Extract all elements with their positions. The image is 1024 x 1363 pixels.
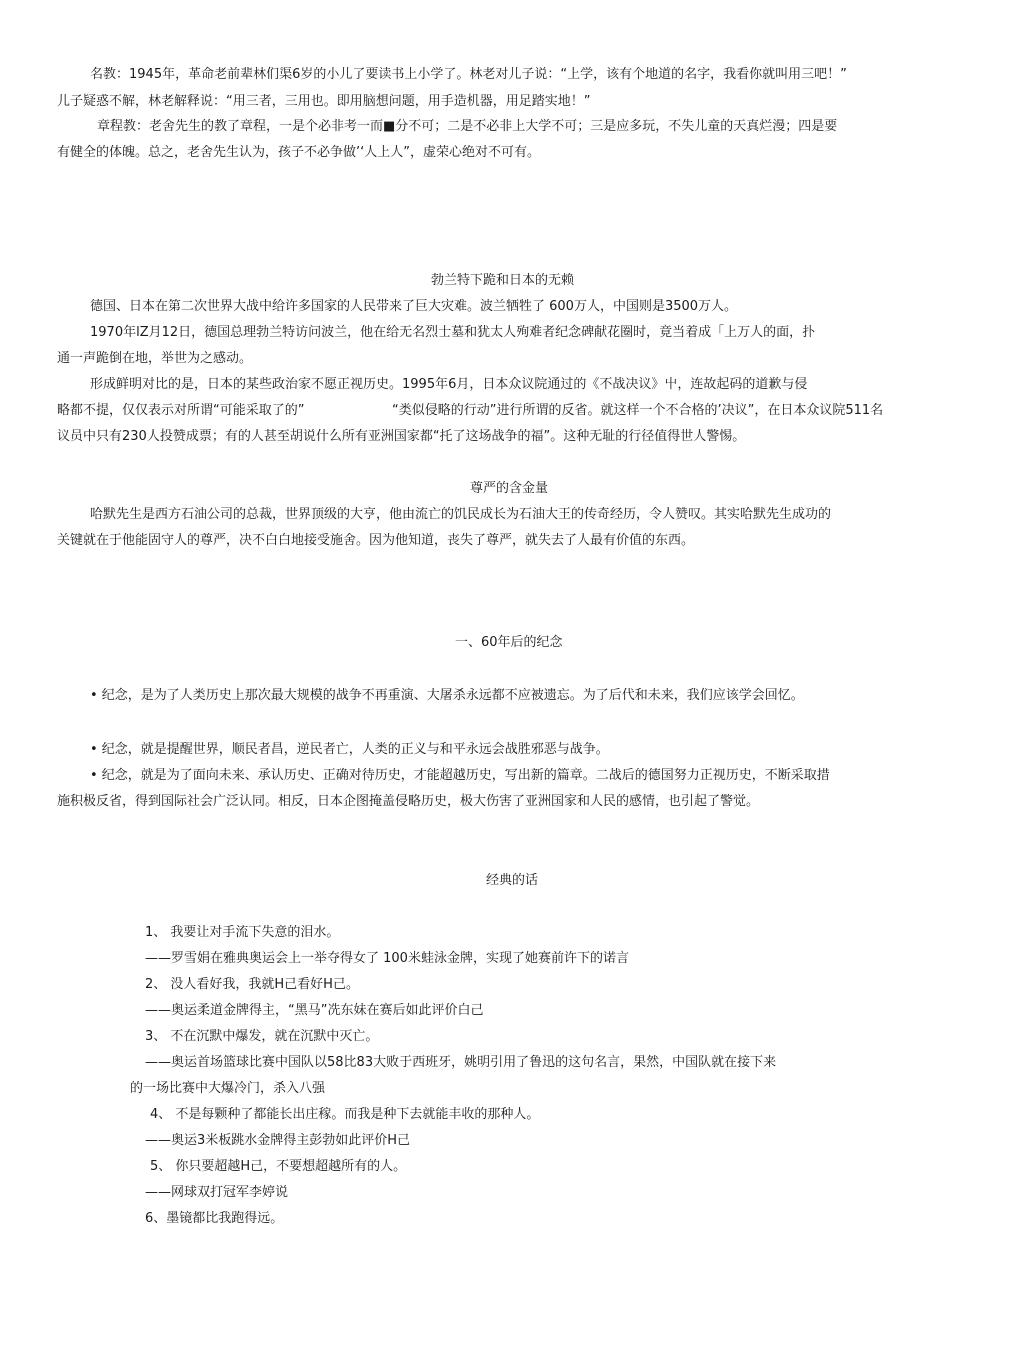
paragraph-line: 议员中只有230人投赞成票；有的人甚至胡说什么所有亚洲国家都“托了这场战争的福”。这种无耻的行径值得世人警惕。 [57, 429, 746, 444]
quote-line: 4、 不是每颗种了都能长出庄稼。而我是种下去就能丰收的那种人。 [150, 1107, 540, 1122]
quote-line: 2、 没人看好我，我就H己看好H己。 [145, 977, 359, 992]
section-title: 一、60年后的纪念 [455, 635, 563, 650]
quote-line: 6、墨镜都比我跑得远。 [145, 1211, 284, 1226]
bullet-line: • 纪念，是为了人类历史上那次最大规模的战争不再重演、大屠杀永远都不应被遗忘。为了后代和未来，我们应该学会回忆。 [90, 688, 804, 703]
attribution-line: ——罗雪娟在雅典奥运会上一举夺得女了 100米蛙泳金牌，实现了她赛前许下的诺言 [145, 951, 629, 966]
paragraph-line: 名教：1945年，革命老前辈林们渠6岁的小儿了要读书上小学了。林老对儿子说：“上学，该有个地道的名字，我看你就叫用三吧！” [90, 67, 847, 82]
paragraph-line: 略都不提，仅仅表示对所谓“可能采取了的” [57, 403, 305, 418]
bullet-line: • 纪念，就是提醒世界，顺民者昌，逆民者亡，人类的正义与和平永远会战胜邪恶与战争。 [90, 742, 609, 757]
quote-line: 3、 不在沉默中爆发，就在沉默中灭亡。 [145, 1029, 379, 1044]
paragraph-line: 形成鲜明对比的是，日本的某些政治家不愿正视历史。1995年6月，日本众议院通过的《不战决议》屮，连故起码的道歉与侵 [90, 377, 808, 392]
quote-line: 5、 你只要超越H己，不要想超越所有的人。 [150, 1159, 407, 1174]
bullet-line: • 纪念，就是为了面向未来、承认历史、正确对待历史，才能超越历史，写出新的篇章。二战后的德国努力正视历史，不断采取措 [90, 768, 830, 783]
section-title: 勃兰特下跪和日本的无赖 [431, 273, 575, 288]
section-title: 尊严的含金量 [470, 481, 549, 496]
section-title: 经典的话 [486, 873, 539, 888]
paragraph-line: 通一声跪倒在地，举世为之感动。 [57, 351, 253, 366]
attribution-line: 的一场比赛中大爆冷门，杀入八强 [130, 1081, 326, 1096]
attribution-line: ——奥运首场篮球比赛中国队以58比83大败于西班牙，姚明引用了鲁迅的这句名言，果然，中国队就在接下来 [145, 1055, 777, 1070]
paragraph-line: “类似侵略的行动”进行所谓的反省。就这样一个不合格的’决议”，在日本众议院511名 [392, 403, 884, 418]
paragraph-line: 德国、日本在第二次世界大战中给许多国家的人民带来了巨大灾难。波兰牺牲了 600万人，中国则是3500万人。 [90, 299, 738, 314]
paragraph-line: 哈默先生是西方石油公司的总裁，世界顶级的大亨，他由流亡的饥民成长为石油大王的传奇经历，令人赞叹。其实哈默先生成功的 [90, 507, 832, 522]
attribution-line: ——网球双打冠军李婷说 [145, 1185, 289, 1200]
paragraph-line: 施积极反省，得到国际社会广泛认同。相反，日本企图掩盖侵略历史，极大伤害了亚洲国家和人民的感情，也引起了警觉。 [57, 794, 760, 809]
attribution-line: ——奥运柔道金牌得主，“黑马”冼东妹在赛后如此评价白己 [145, 1003, 484, 1018]
paragraph-line: 关键就在于他能固守人的尊严，决不白白地接受施舍。因为他知道，丧失了尊严，就失去了人最有价值的东西。 [57, 533, 695, 548]
paragraph-line: 1970年lZ月12日，德国总理勃兰特访问波兰，他在给无名烈士墓和犹太人殉难者纪念碑献花圈时，竟当着成「上万人的面，扑 [90, 325, 816, 340]
quote-line: 1、 我要让对手流下失意的泪水。 [145, 925, 340, 940]
paragraph-line: 章程教：老舍先生的教了章程，一是个必非考一而■分不可；二是不必非上大学不可；三是应多玩，不失儿童的天真烂漫；四是要 [97, 119, 838, 134]
attribution-line: ——奥运3米板跳水金牌得主彭勃如此评价H己 [145, 1133, 411, 1148]
paragraph-line: 儿子疑惑不解，林老解释说：“用三者，三用也。即用脑想问题，用手造机器，用足踏实地！” [57, 94, 591, 109]
paragraph-line: 有健全的体魄。总之，老舍先生认为，孩子不必争做’‘人上人”，虚荣心绝对不可有。 [57, 145, 541, 160]
